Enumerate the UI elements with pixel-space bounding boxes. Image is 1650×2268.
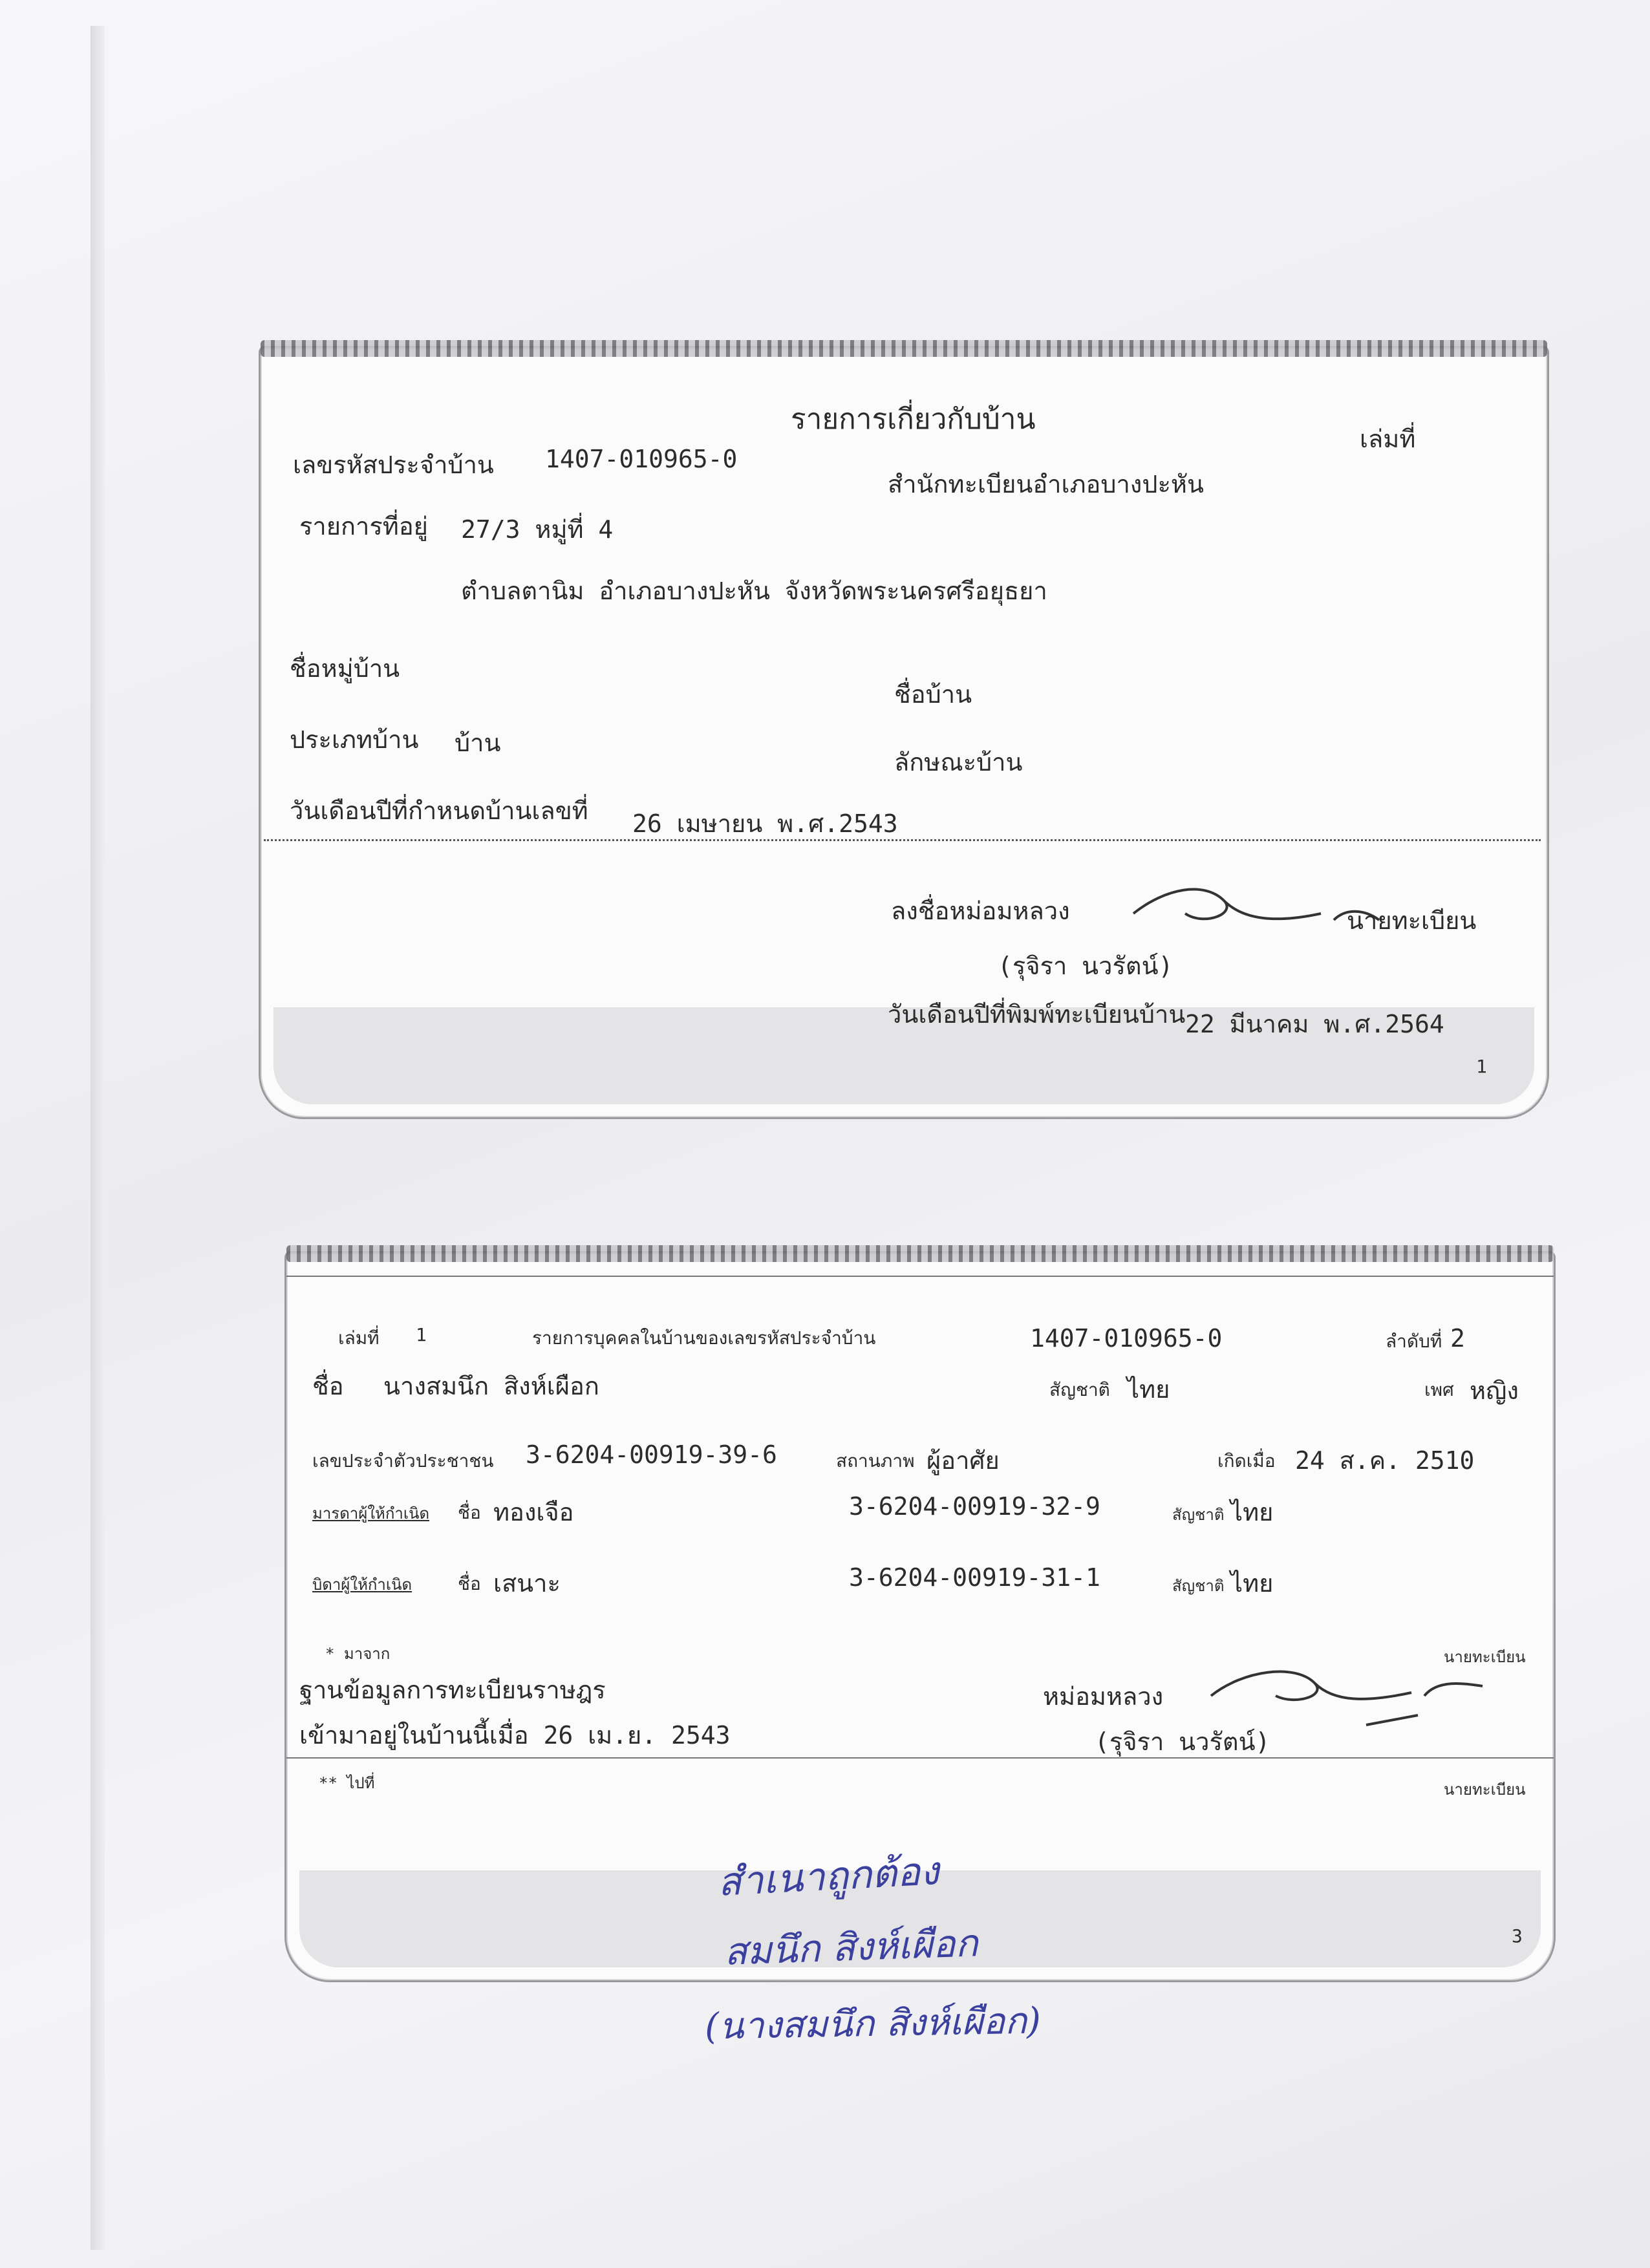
house-type-label: ประเภทบ้าน <box>290 725 419 754</box>
to-label: ** ไปที่ <box>319 1774 375 1792</box>
father-nationality-label: สัญชาติ <box>1172 1577 1225 1595</box>
entry-rule <box>286 1757 1554 1759</box>
book-label: เล่มที่ <box>1360 425 1416 453</box>
person-list-title: รายการบุคคลในบ้านของเลขรหัสประจำบ้าน <box>532 1327 876 1349</box>
registrar-title-top: นายทะเบียน <box>1444 1648 1526 1666</box>
print-date-label: วันเดือนปีที่พิมพ์ทะเบียนบ้าน <box>888 1000 1186 1029</box>
mother-nationality: ไทย <box>1230 1498 1274 1526</box>
born-label: เกิดเมื่อ <box>1217 1450 1276 1471</box>
dotted-divider <box>264 839 1541 841</box>
mother-label: มารดาผู้ให้กำเนิด <box>312 1504 430 1523</box>
signature-label: หม่อมหลวง <box>1043 1682 1164 1711</box>
book-label: เล่มที่ <box>338 1327 380 1349</box>
citizen-id: 3-6204-00919-39-6 <box>526 1440 777 1469</box>
house-character-label: ลักษณะบ้าน <box>894 748 1023 776</box>
address-line-2: ตำบลตานิม อำเภอบางปะหัน จังหวัดพระนครศรีอยุธยา <box>461 577 1047 605</box>
house-type: บ้าน <box>455 729 501 757</box>
status-label: สถานภาพ <box>836 1450 915 1471</box>
nationality-label: สัญชาติ <box>1049 1379 1110 1400</box>
father-citizen-id: 3-6204-00919-31-1 <box>849 1563 1100 1592</box>
order-label: ลำดับที่ <box>1386 1331 1442 1352</box>
from-label: * มาจาก <box>325 1645 391 1663</box>
header-rule <box>286 1276 1554 1277</box>
page-number: 1 <box>1476 1056 1487 1077</box>
house-name-label: ชื่อบ้าน <box>894 680 972 709</box>
registrar-name: (รุจิรา นวรัตน์) <box>1095 1728 1270 1756</box>
signature-label: ลงชื่อหม่อมหลวง <box>891 897 1070 925</box>
print-date: 22 มีนาคม พ.ศ.2564 <box>1185 1010 1444 1038</box>
registrar-title: นายทะเบียน <box>1347 906 1477 935</box>
binding-spiral <box>286 1245 1554 1262</box>
name-label: ชื่อ <box>312 1372 344 1400</box>
house-id: 1407-010965-0 <box>545 445 738 473</box>
registrar-name: (รุจิรา นวรัตน์) <box>998 952 1173 980</box>
house-id: 1407-010965-0 <box>1030 1324 1223 1353</box>
from-source: ฐานข้อมูลการทะเบียนราษฎร <box>299 1676 606 1704</box>
resident-status: ผู้อาศัย <box>927 1446 1000 1475</box>
sex-label: เพศ <box>1424 1379 1454 1400</box>
person-name: นางสมนึก สิงห์เผือก <box>383 1372 599 1400</box>
order-number: 2 <box>1450 1324 1465 1353</box>
assigned-date-label: วันเดือนปีที่กำหนดบ้านเลขที่ <box>290 797 588 825</box>
moved-in-date: เข้ามาอยู่ในบ้านนี้เมื่อ 26 เม.ย. 2543 <box>299 1721 731 1749</box>
address-line-1: 27/3 หมู่ที่ 4 <box>461 515 614 544</box>
house-card-title: รายการเกี่ยวกับบ้าน <box>791 403 1036 436</box>
book-number: 1 <box>416 1324 427 1345</box>
handwritten-signature-name: สมนึก สิงห์เผือก <box>723 1921 979 1974</box>
assigned-date: 26 เมษายน พ.ศ.2543 <box>632 809 898 838</box>
nationality: ไทย <box>1127 1375 1170 1404</box>
father-name-label: ชื่อ <box>458 1573 481 1594</box>
village-label: ชื่อหมู่บ้าน <box>290 654 400 683</box>
father-nationality: ไทย <box>1230 1569 1274 1598</box>
father-name: เสนาะ <box>493 1569 561 1598</box>
sex: หญิง <box>1470 1376 1519 1405</box>
binding-spiral <box>261 340 1547 357</box>
mother-citizen-id: 3-6204-00919-32-9 <box>849 1492 1100 1521</box>
registrar-title-bottom: นายทะเบียน <box>1444 1781 1526 1799</box>
handwritten-printed-name: (นางสมนึก สิงห์เผือก) <box>704 2000 1042 2048</box>
handwritten-certification: สำเนาถูกต้อง <box>716 1848 941 1905</box>
citizen-id-label: เลขประจำตัวประชาชน <box>312 1450 494 1471</box>
birth-date: 24 ส.ค. 2510 <box>1295 1446 1475 1475</box>
mother-name: ทองเจือ <box>493 1498 574 1526</box>
mother-name-label: ชื่อ <box>458 1502 481 1523</box>
house-id-label: เลขรหัสประจำบ้าน <box>293 451 494 479</box>
house-details-card <box>259 346 1549 1119</box>
father-label: บิดาผู้ให้กำเนิด <box>312 1576 412 1594</box>
registration-office: สำนักทะเบียนอำเภอบางปะหัน <box>888 470 1204 498</box>
page-fold-shadow <box>91 26 105 2250</box>
page-number: 3 <box>1512 1925 1523 1947</box>
mother-nationality-label: สัญชาติ <box>1172 1506 1225 1524</box>
address-label: รายการที่อยู่ <box>299 512 428 540</box>
